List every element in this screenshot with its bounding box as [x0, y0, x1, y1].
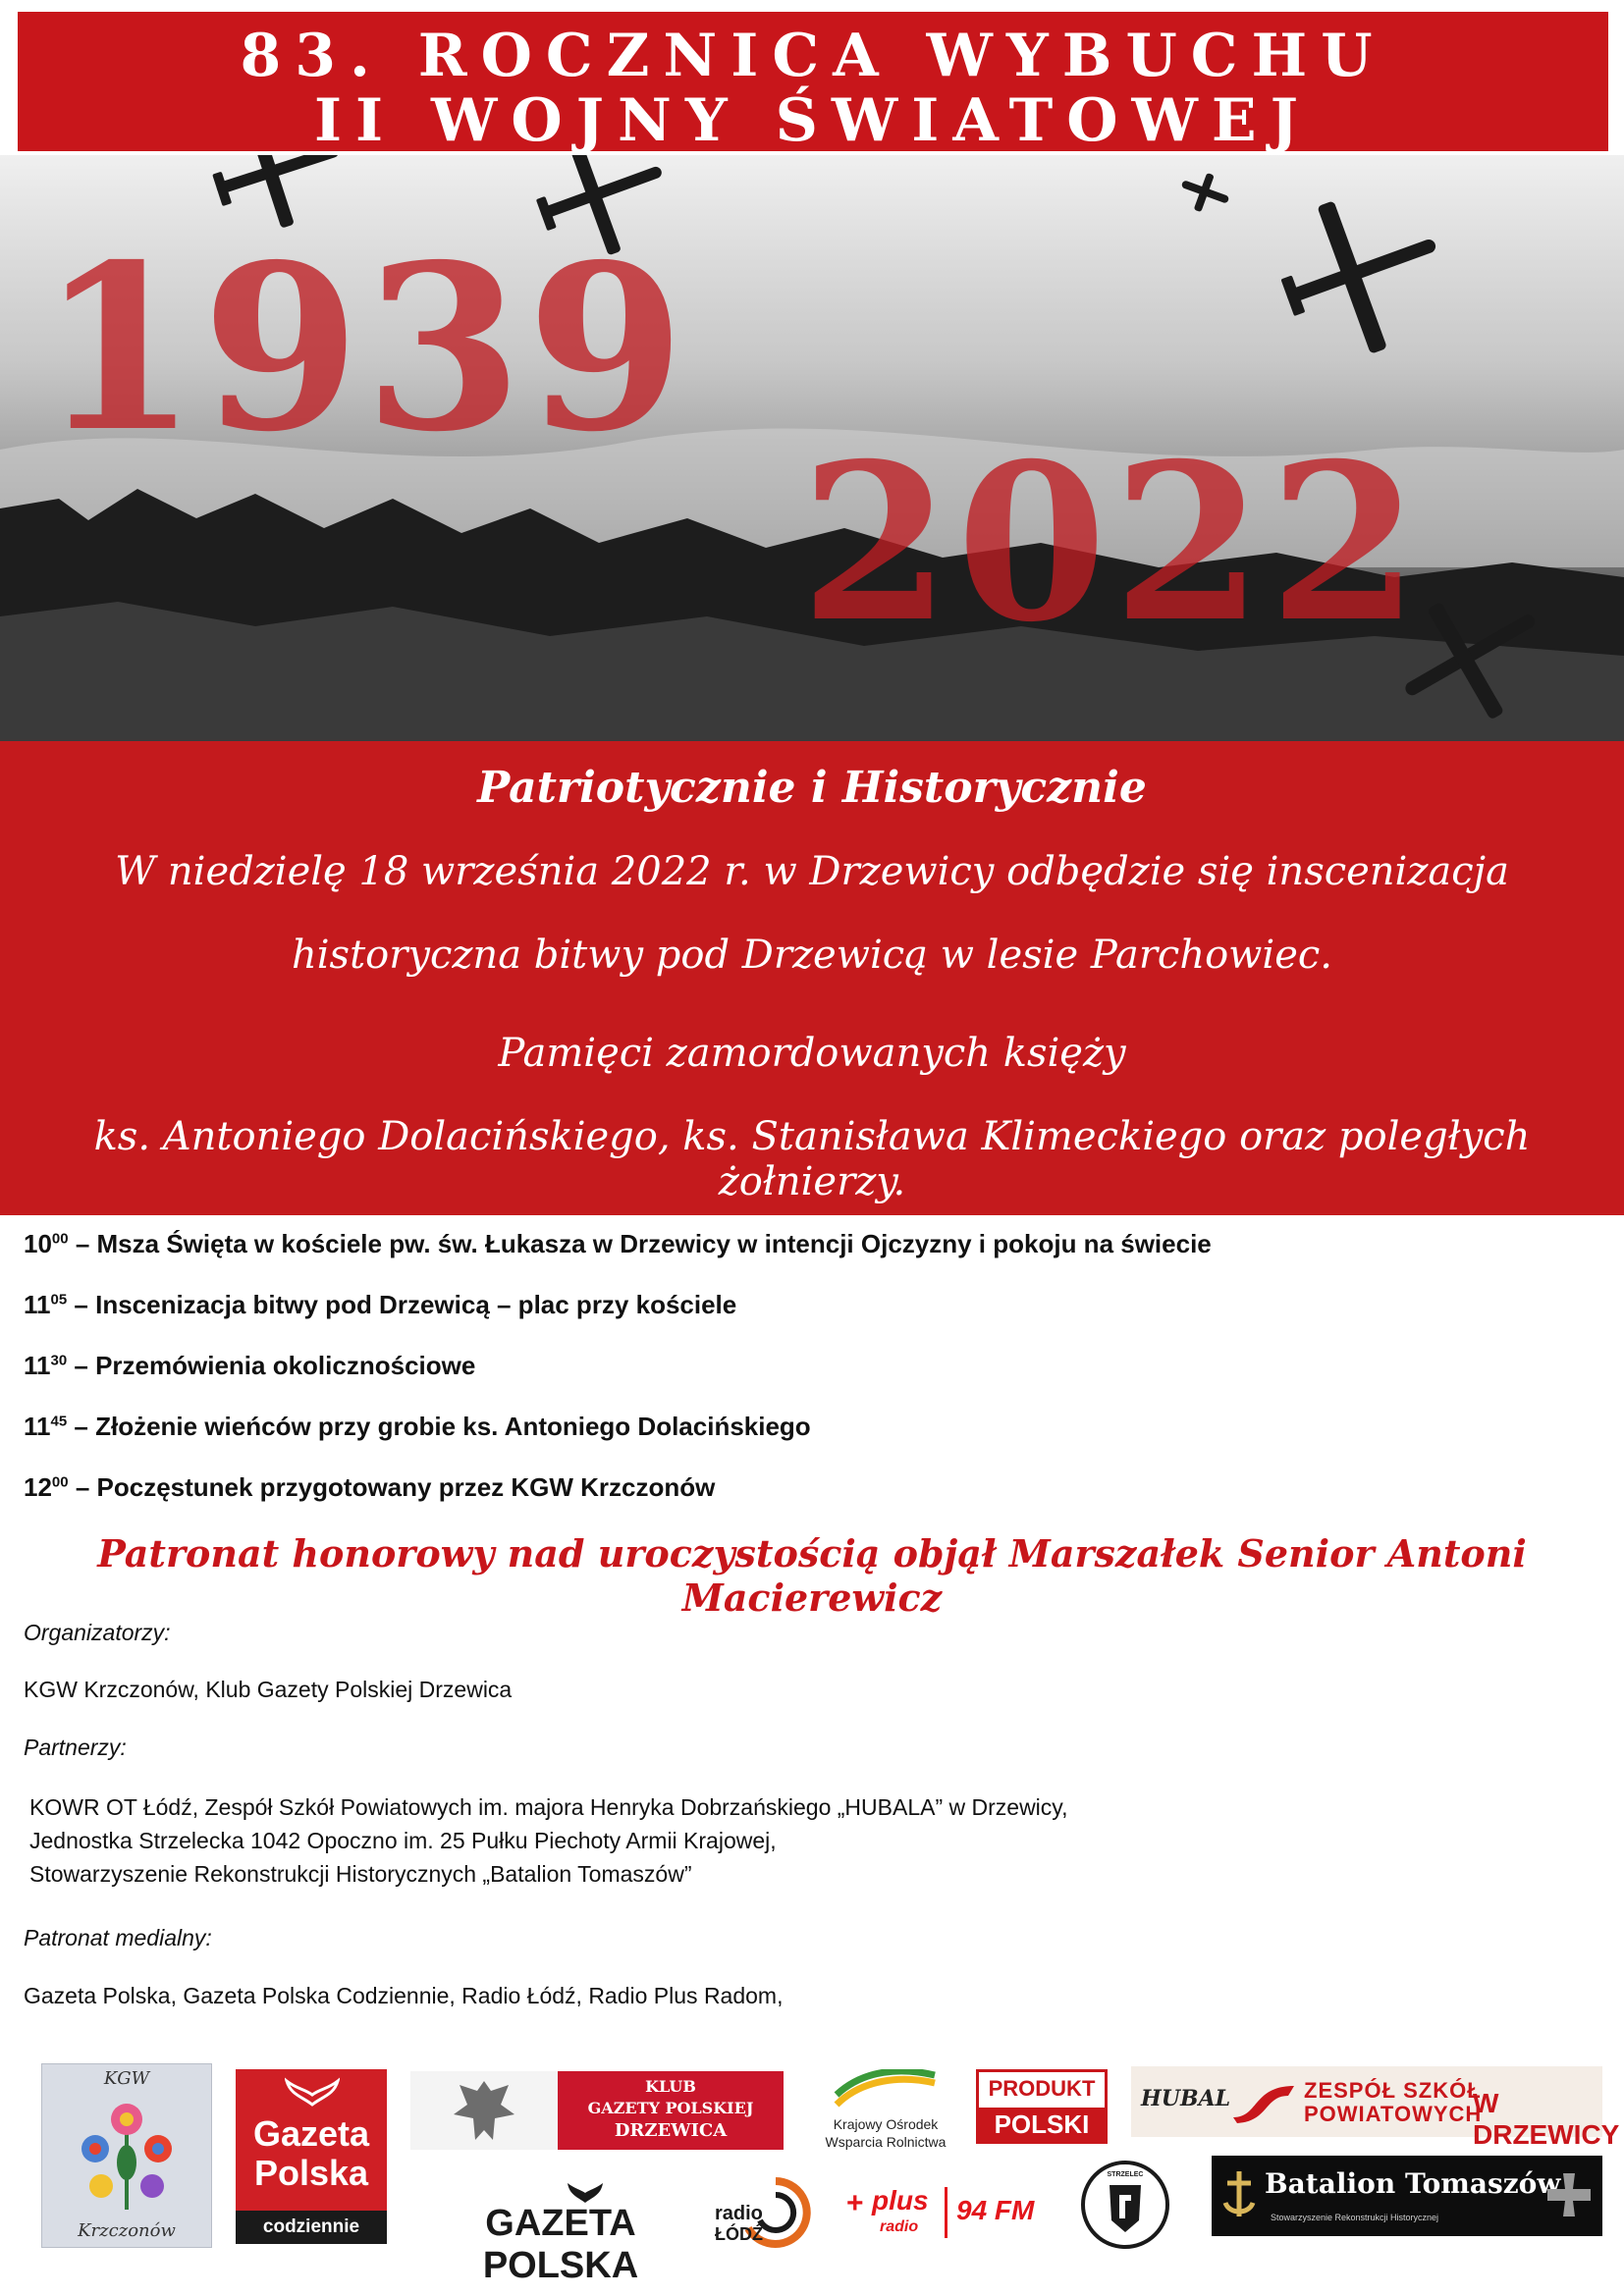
- partners-line-3: Stowarzyszenie Rekonstrukcji Historycznych „Batalion Tomaszów”: [29, 1861, 692, 1887]
- gazeta-polska-codziennie-logo: [236, 2069, 387, 2244]
- produkt-line-1: PRODUKT: [988, 2076, 1096, 2101]
- white-eagle-emblem-icon: [450, 2075, 518, 2146]
- anchor-emblem-icon: [1221, 2169, 1257, 2220]
- schedule-text: – Złożenie wieńców przy grobie ks. Antoniego Dolacińskiego: [67, 1412, 811, 1441]
- media-value: Gazeta Polska, Gazeta Polska Codziennie, Radio Łódź, Radio Plus Radom,: [24, 1983, 784, 2008]
- schedule-hour: 11: [24, 1351, 51, 1380]
- radio-lodz-line-2: ŁÓDŹ: [715, 2224, 763, 2244]
- strzelec-text: STRZELEC: [1107, 2171, 1144, 2178]
- kowr-line-1: Krajowy Ośrodek: [833, 2116, 939, 2132]
- eagle-icon: [285, 2075, 340, 2110]
- event-description-line-2: historyczna bitwy pod Drzewicą w lesie Parchowiec.: [292, 933, 1332, 978]
- schedule-item: [24, 1290, 736, 1320]
- radio-plus-line-1: plus: [872, 2185, 929, 2216]
- honorary-patronage: Patronat honorowy nad uroczystością objął Marszałek Senior Antoni Macierewicz: [97, 1531, 1527, 1620]
- zsp-hubal-text: HUBAL: [1141, 2086, 1231, 2111]
- radio-plus-line-3: 94 FM: [956, 2195, 1035, 2225]
- partners-line-1: KOWR OT Łódź, Zespół Szkół Powiatowych im. majora Henryka Dobrzańskiego „HUBALA” w Drzewicy,: [29, 1794, 1068, 1820]
- schedule-text: – Przemówienia okolicznościowe: [67, 1351, 476, 1380]
- info-heading: Patriotycznie i Historycznie: [477, 763, 1147, 813]
- title-banner: [18, 12, 1608, 155]
- klub-gazety-polskiej-logo: [410, 2071, 784, 2150]
- zsp-line-2: POWIATOWYCH: [1304, 2102, 1483, 2126]
- schedule-hour: 12: [24, 1472, 52, 1502]
- zsp-drzewica-logo: [1131, 2066, 1620, 2150]
- schedule-hour: 11: [24, 1412, 51, 1441]
- folk-flower-icon: [68, 2092, 186, 2216]
- organizers-value: KGW Krzczonów, Klub Gazety Polskiej Drzewica: [24, 1677, 513, 1702]
- batalion-tomaszow-logo: [1212, 2156, 1602, 2236]
- schedule-hour: 10: [24, 1229, 52, 1258]
- batalion-subtext: Stowarzyszenie Rekonstrukcji Historycznej: [1271, 2213, 1439, 2222]
- year-2022: 2022: [800, 415, 1426, 669]
- gp-codz-line-3: codziennie: [236, 2211, 387, 2244]
- title-line-1: 83. ROCZNICA WYBUCHU: [240, 22, 1386, 90]
- klub-line-3: DRZEWICA: [614, 2120, 728, 2141]
- kgw-krzczonow-logo: [41, 2063, 212, 2248]
- klub-line-2: GAZETY POLSKIEJ: [587, 2099, 754, 2117]
- title-line-2: II WOJNY ŚWIATOWEJ: [313, 86, 1313, 155]
- media-label: Patronat medialny:: [24, 1925, 212, 1950]
- memorial-line-1: Pamięci zamordowanych księży: [498, 1031, 1126, 1076]
- schedule-text: – Poczęstunek przygotowany przez KGW Krzczonów: [68, 1472, 716, 1502]
- plus-icon: +: [846, 2187, 864, 2219]
- kowr-logo: [819, 2069, 952, 2154]
- info-panel: [0, 741, 1624, 1215]
- year-1939: 1939: [39, 214, 689, 482]
- gazeta-polska-text: GAZETA POLSKA: [482, 2203, 639, 2286]
- schedule-minutes: 00: [51, 1230, 69, 1248]
- batalion-text: Batalion Tomaszów: [1265, 2167, 1561, 2200]
- produkt-line-2: POLSKI: [979, 2108, 1105, 2141]
- schedule-minutes: 45: [50, 1413, 68, 1430]
- schedule-minutes: 30: [50, 1352, 68, 1369]
- produkt-polski-logo: [976, 2069, 1108, 2144]
- strzelec-logo: [1080, 2160, 1170, 2250]
- schedule-list: [24, 1217, 1604, 1541]
- kgw-logo-top-text: KGW: [103, 2068, 150, 2089]
- partners-label: Partnerzy:: [24, 1735, 127, 1760]
- schedule-text: – Inscenizacja bitwy pod Drzewicą – plac przy kościele: [67, 1290, 737, 1319]
- schedule-item: [24, 1412, 811, 1442]
- radio-plus-line-2: radio: [880, 2218, 919, 2235]
- schedule-minutes: 05: [50, 1291, 68, 1308]
- klub-line-1: KLUB: [645, 2077, 696, 2096]
- radio-plus-logo: [846, 2181, 1043, 2244]
- schedule-item: [24, 1351, 475, 1381]
- gp-codz-line-1: Gazeta: [252, 2113, 370, 2154]
- cross-emblem-icon: [1545, 2171, 1593, 2218]
- radio-lodz-line-1: radio: [715, 2203, 763, 2224]
- radio-plus-divider: [945, 2187, 947, 2238]
- event-description-line-1: W niedzielę 18 września 2022 r. w Drzewicy odbędzie się inscenizacja: [115, 849, 1509, 894]
- kowr-line-2: Wsparcia Rolnictwa: [825, 2134, 947, 2150]
- gp-codz-line-2: Polska: [253, 2153, 369, 2193]
- hero-photo: [0, 155, 1624, 741]
- partners-line-2: Jednostka Strzelecka 1042 Opoczno im. 25 Pułku Piechoty Armii Krajowej,: [29, 1828, 777, 1853]
- zsp-line-3: W DRZEWICY: [1473, 2088, 1620, 2150]
- schedule-minutes: 00: [51, 1473, 69, 1491]
- memorial-line-2: ks. Antoniego Dolacińskiego, ks. Stanisława Klimeckiego oraz poległych żołnierzy.: [93, 1114, 1531, 1204]
- gazeta-polska-logo: [418, 2179, 703, 2286]
- red-swoosh-icon: [1229, 2078, 1298, 2125]
- schedule-item: [24, 1229, 1212, 1259]
- schedule-text: – Msza Święta w kościele pw. św. Łukasza w Drzewicy w intencji Ojczyzny i pokoju na świecie: [68, 1229, 1212, 1258]
- radio-lodz-logo: [713, 2173, 817, 2252]
- kowr-waves-icon: [833, 2069, 939, 2112]
- schedule-hour: 11: [24, 1290, 51, 1319]
- zsp-line-1: ZESPÓŁ SZKÓŁ: [1304, 2078, 1482, 2103]
- schedule-item: [24, 1472, 715, 1503]
- organizers-label: Organizatorzy:: [24, 1620, 171, 1645]
- kgw-logo-bottom-text: Krzczonów: [78, 2220, 176, 2241]
